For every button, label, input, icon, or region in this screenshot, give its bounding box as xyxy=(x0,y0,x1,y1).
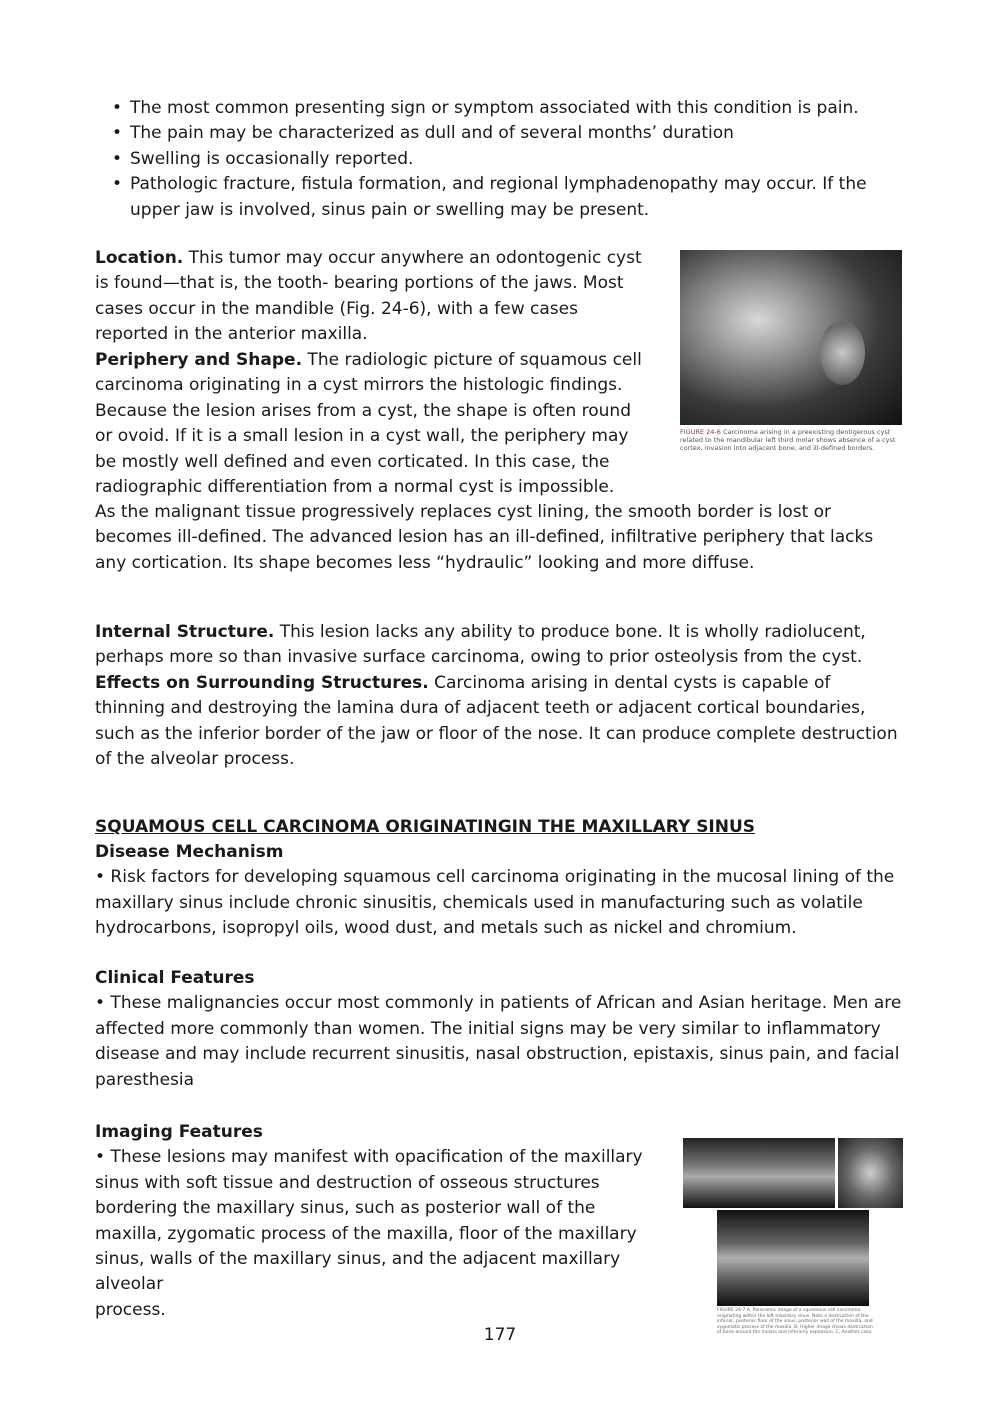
list-item: • The pain may be characterized as dull and of several months’ duration xyxy=(112,121,902,146)
periphery-continued: As the malignant tissue progressively replaces cyst lining, the smooth border is lost or becomes ill-defined. The advanced lesion has an ill-defined, infiltrative periphery that lacks any cortication. Its shape becomes less “hydraulic” looking and more diffuse. xyxy=(95,502,874,573)
list-item: • Pathologic fracture, fistula formation, and regional lymphadenopathy may occur. If the upper jaw is involved, sinus pain or swelling may be present. xyxy=(112,172,902,223)
page-number: 177 xyxy=(483,1325,517,1345)
disease-text: • Risk factors for developing squamous cell carcinoma originating in the mucosal lining of the maxillary sinus include chronic sinusitis, chemicals used in manufacturing such as volatile hydrocarbons, isopropyl oils, wood dust, and metals such as nickel and chromium. xyxy=(95,867,895,939)
figure-caption xyxy=(680,428,902,452)
panoramic-radiograph-a xyxy=(683,1138,835,1208)
imaging-text: • These lesions may manifest with opacification of the maxillary sinus with soft tissue and destruction of osseous structures bordering the maxillary sinus, such as posterior wall of the maxilla, zygomatic process of the maxilla, floor of the maxillary sinus, walls of the maxillary sinus, and the adjacent maxillary xyxy=(95,1147,643,1270)
imaging-heading: Imaging Features xyxy=(95,1122,263,1142)
figure-caption-text: Carcinoma arising in a preexisting dentigerous cyst related to the mandibular left third molar shows absence of a cyst cortex, invasion into adjacent bone, and ill-defined borders. xyxy=(680,428,896,452)
periapical-radiograph-b xyxy=(838,1138,903,1208)
clinical-heading: Clinical Features xyxy=(95,968,255,988)
figure-label: FIGURE 24-6 xyxy=(680,428,721,436)
imaging-text-2: alveolar xyxy=(95,1274,164,1295)
panoramic-radiograph-c xyxy=(717,1210,869,1306)
periphery-label: Periphery and Shape. xyxy=(95,350,303,370)
periphery-paragraph xyxy=(95,348,643,500)
section-title: SQUAMOUS CELL CARCINOMA ORIGINATINGIN THE MAXILLARY SINUS xyxy=(95,817,756,837)
imaging-features xyxy=(95,1120,651,1323)
figure-caption: FIGURE 24-7 A, Panoramic image of a squamous cell carcinoma originating within the left maxillary sinus. Note a destruction of the inferior, posterior floor of the sinus, posterior wall of the maxilla, and zygomatic process of the maxilla. B, Higher image shows destruction of bone around the molars and inferiorly expansion. C, Another case. xyxy=(717,1308,873,1335)
disease-heading: Disease Mechanism xyxy=(95,842,284,862)
disease-mechanism xyxy=(95,840,905,942)
clinical-features xyxy=(95,966,910,1093)
figure-24-7 xyxy=(683,1138,903,1335)
internal-structure-label: Internal Structure. xyxy=(95,622,275,642)
periphery-text: The radiologic picture of squamous cell carcinoma originating in a cyst mirrors the histologic findings. Because the lesion arises from a cyst, the shape is often round or ovoid. If it is a small lesion in a cyst wall, the periphery may be mostly well defined and even corticated. In this case, the radiographic differentiation from a normal cyst is impossible. xyxy=(95,350,642,498)
list-item: • The most common presenting sign or symptom associated with this condition is pain. xyxy=(112,96,902,121)
internal-structure-text: This lesion lacks any ability to produce bone. It is wholly radiolucent, perhaps more so than invasive surface carcinoma, owing to prior osteolysis from the cyst. xyxy=(95,622,866,668)
location-label: Location. xyxy=(95,248,184,268)
location-paragraph xyxy=(95,246,655,348)
radiograph-image xyxy=(680,250,902,425)
clinical-text: • These malignancies occur most commonly in patients of African and Asian heritage. Men are affected more commonly than women. The initial signs may be very similar to inflammatory disease and may include recurrent sinusitis, nasal obstruction, epistaxis, sinus pain, and facial paresthesia xyxy=(95,993,902,1090)
effects-text: Carcinoma arising in dental cysts is capable of thinning and destroying the lamina dura of adjacent teeth or adjacent cortical boundaries, such as the inferior border of the jaw or floor of the nose. It can produce complete destruction of the alveolar process. xyxy=(95,672,898,770)
internal-structure-paragraph xyxy=(95,620,905,772)
bullet-list-symptoms xyxy=(112,96,902,223)
effects-label: Effects on Surrounding Structures. xyxy=(95,672,429,693)
list-item: • Swelling is occasionally reported. xyxy=(112,147,902,172)
location-text: This tumor may occur anywhere an odontogenic cyst is found—that is, the tooth- bearing portions of the jaws. Most cases occur in the mandible (Fig. 24-6), with a few cases reported in the anterior maxilla. xyxy=(95,248,642,345)
figure-24-6 xyxy=(680,250,902,458)
imaging-text-3: process. xyxy=(95,1299,166,1320)
